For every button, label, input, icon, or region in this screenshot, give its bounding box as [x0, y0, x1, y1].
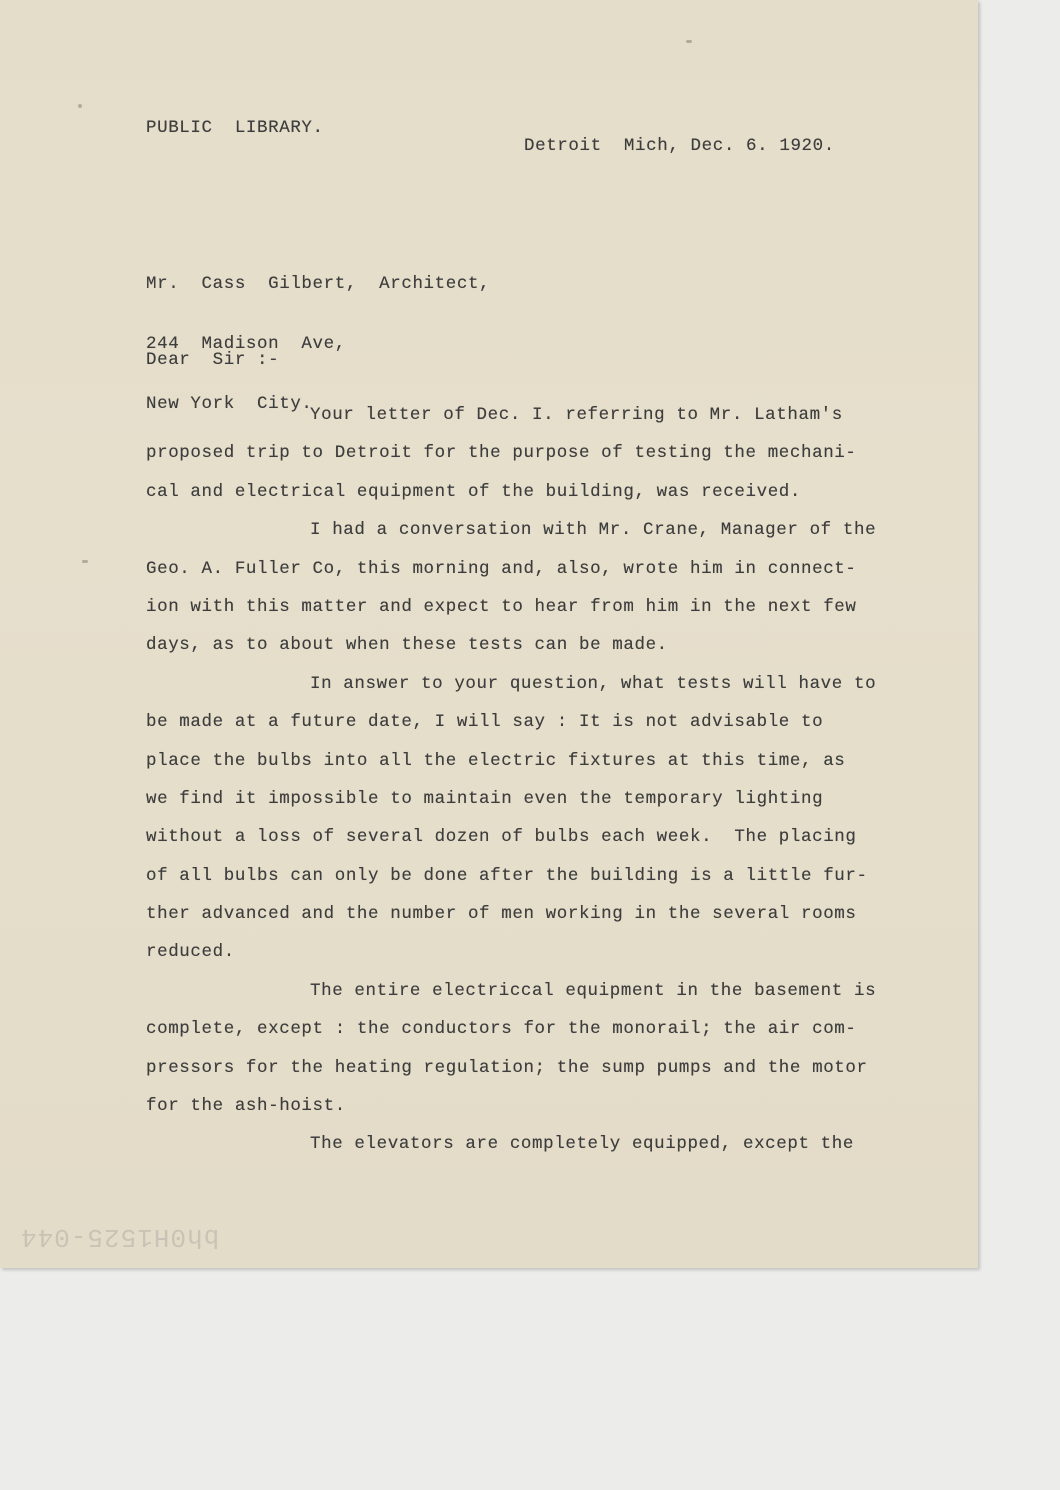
- salutation: Dear Sir :-: [146, 350, 280, 370]
- recipient-line-3: New York City.: [146, 394, 313, 414]
- body-line: proposed trip to Detroit for the purpose of testing the mechani-: [146, 443, 857, 464]
- paper-speck: [686, 40, 692, 43]
- letter-date: Detroit Mich, Dec. 6. 1920.: [524, 136, 835, 156]
- archive-stamp: bh0H1525-044: [20, 1222, 220, 1252]
- body-line: In answer to your question, what tests will have to: [310, 673, 877, 694]
- body-line: we find it impossible to maintain even the temporary lighting: [146, 788, 824, 809]
- letter-body: [146, 403, 926, 1171]
- body-line: for the ash-hoist.: [146, 1096, 346, 1117]
- body-line: Your letter of Dec. I. referring to Mr. Latham's: [310, 405, 843, 425]
- body-line: complete, except : the conductors for the monorail; the air com-: [146, 1019, 857, 1040]
- body-line: without a loss of several dozen of bulbs each week. The placing: [146, 827, 857, 848]
- body-line: pressors for the heating regulation; the sump pumps and the motor: [146, 1057, 868, 1078]
- recipient-line-1: Mr. Cass Gilbert, Architect,: [146, 274, 491, 294]
- body-line: be made at a future date, I will say : It is not advisable to: [146, 712, 824, 733]
- body-line: of all bulbs can only be done after the building is a little fur-: [146, 865, 868, 886]
- body-line: place the bulbs into all the electric fixtures at this time, as: [146, 750, 846, 771]
- letterhead: PUBLIC LIBRARY.: [146, 118, 324, 138]
- body-line: reduced.: [146, 942, 235, 963]
- body-line: days, as to about when these tests can be made.: [146, 635, 668, 656]
- body-line: Geo. A. Fuller Co, this morning and, also, wrote him in connect-: [146, 558, 857, 579]
- body-line: ion with this matter and expect to hear from him in the next few: [146, 596, 857, 617]
- body-line: I had a conversation with Mr. Crane, Manager of the: [310, 520, 877, 541]
- recipient-line-2: 244 Madison Ave,: [146, 334, 346, 354]
- body-line: cal and electrical equipment of the building, was received.: [146, 481, 802, 502]
- body-line: The entire electriccal equipment in the basement is: [310, 980, 877, 1001]
- body-line: The elevators are completely equipped, except the: [310, 1134, 854, 1155]
- paper-speck: [82, 560, 88, 563]
- body-line: ther advanced and the number of men working in the several rooms: [146, 904, 857, 925]
- paper-speck: [78, 104, 82, 108]
